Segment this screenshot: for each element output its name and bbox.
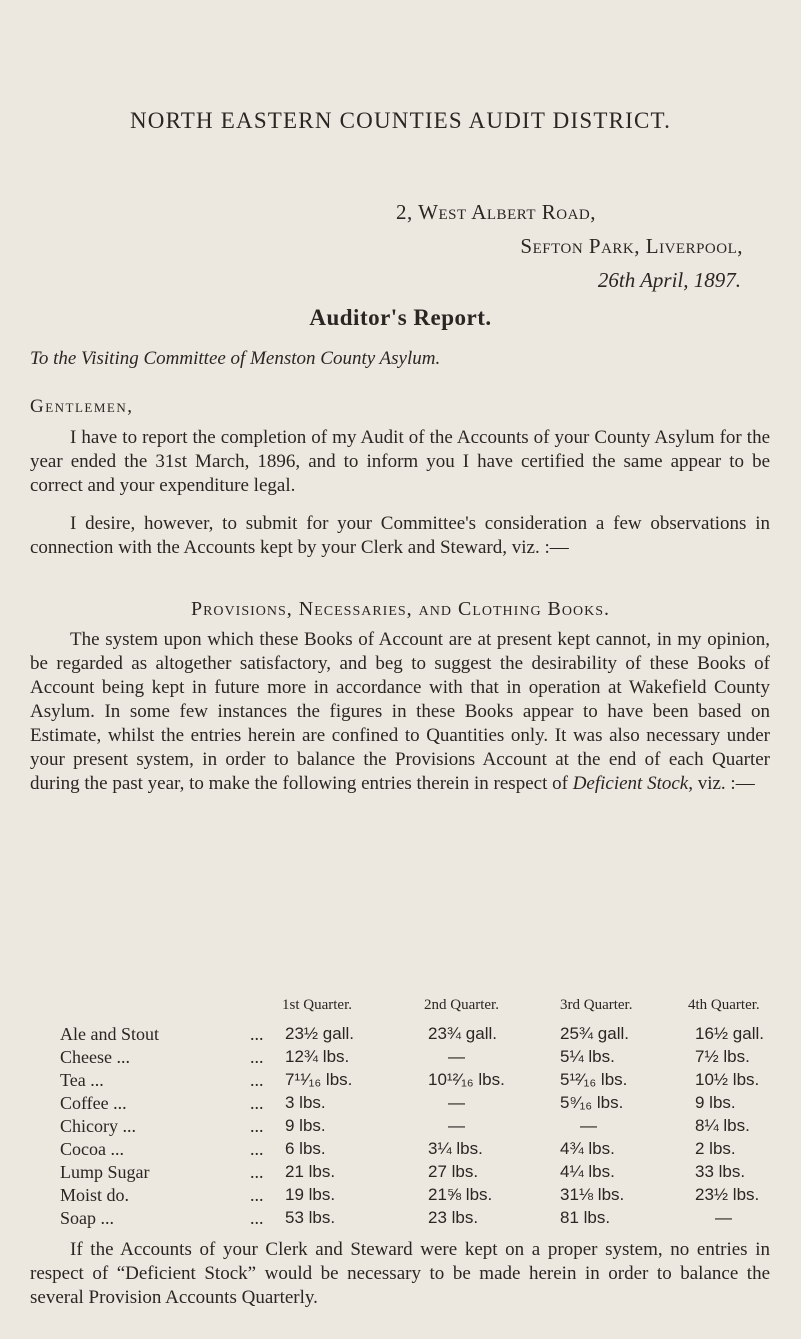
cell-q3: 4¼ lbs.	[560, 1162, 615, 1181]
cell-q4: 2 lbs.	[695, 1139, 736, 1158]
column-header: 4th Quarter.	[688, 997, 760, 1013]
cell-q2: 3¼ lbs.	[428, 1139, 483, 1158]
table-row	[0, 1162, 801, 1186]
cell-q2: —	[448, 1093, 465, 1112]
table-row	[0, 1093, 801, 1117]
cell-q3: 81 lbs.	[560, 1208, 611, 1227]
paragraph-1: I have to report the completion of my Audit of the Accounts of your County Asylum for the year ended the 31st March, 1896, and to inform you I have certified the same appear to be correct and your expenditure legal.	[30, 427, 770, 496]
addressee: To the Visiting Committee of Menston County Asylum.	[30, 348, 441, 369]
table-row	[0, 1047, 801, 1071]
district-heading: NORTH EASTERN COUNTIES AUDIT DISTRICT.	[129, 108, 672, 133]
paragraph-3-italic: Deficient Stock,	[572, 773, 693, 794]
cell-q4: 8¼ lbs.	[695, 1116, 750, 1135]
cell-q3: 31⅛ lbs.	[560, 1185, 625, 1204]
cell-q3: 5¼ lbs.	[560, 1047, 615, 1066]
cell-q1: 23½ gall.	[285, 1024, 354, 1043]
section-heading: Provisions, Necessaries, and Clothing Books.	[190, 598, 611, 620]
cell-q4: 10½ lbs.	[695, 1070, 760, 1089]
column-header: 1st Quarter.	[282, 997, 352, 1013]
cell-q4: 16½ gall.	[695, 1024, 764, 1043]
leader-dots: ...	[250, 1047, 264, 1067]
cell-q1: 53 lbs.	[285, 1208, 336, 1227]
table-row	[0, 1070, 801, 1094]
cell-q1: 7¹¹⁄₁₆ lbs.	[285, 1070, 353, 1089]
cell-q1: 3 lbs.	[285, 1093, 326, 1112]
paragraph-3-text: The system upon which these Books of Account are at present kept cannot, in my opinion, be regarded as altogether satisfactory, and beg to suggest the desirability of these Books of Account being kept in future more in accordance with that in operation at Wakefield County Asylum. In some few instances the figures in these Books appear to have been based on Estimate, whilst the entries herein are confined to Quantities only. It was also necessary under your present system, in order to balance the Provisions Account at the end of each Quarter during the past year, to make the following entries therein in respect of	[30, 629, 770, 794]
cell-q3: 5¹²⁄₁₆ lbs.	[560, 1070, 628, 1089]
cell-q1: 9 lbs.	[285, 1116, 326, 1135]
address-line-1: 2, West Albert Road,	[396, 200, 596, 224]
cell-q4: 23½ lbs.	[695, 1185, 760, 1204]
row-label: Tea ...	[60, 1070, 104, 1090]
letter-date: 26th April, 1897.	[597, 268, 741, 292]
table-row	[0, 1185, 801, 1209]
paragraph-3-end: viz. :—	[697, 773, 755, 794]
leader-dots: ...	[250, 1162, 264, 1182]
cell-q4: 33 lbs.	[695, 1162, 746, 1181]
salutation: Gentlemen,	[30, 396, 134, 417]
cell-q4: 9 lbs.	[695, 1093, 736, 1112]
report-title: Auditor's Report.	[309, 305, 492, 330]
table-row	[0, 1024, 801, 1048]
leader-dots: ...	[250, 1070, 264, 1090]
cell-q3: —	[580, 1116, 597, 1135]
paragraph-2: I desire, however, to submit for your Committee's consideration a few observations in connection with the Accounts kept by your Clerk and Steward, viz. :—	[30, 513, 770, 558]
cell-q3: 5⁹⁄₁₆ lbs.	[560, 1093, 624, 1112]
cell-q3: 4¾ lbs.	[560, 1139, 615, 1158]
address-line-2: Sefton Park, Liverpool,	[520, 234, 743, 258]
cell-q2: 27 lbs.	[428, 1162, 479, 1181]
table-row	[0, 1139, 801, 1163]
column-header: 3rd Quarter.	[560, 997, 633, 1013]
cell-q2: 21⅝ lbs.	[428, 1185, 493, 1204]
cell-q1: 6 lbs.	[285, 1139, 326, 1158]
table-row	[0, 1116, 801, 1140]
row-label: Ale and Stout	[60, 1024, 159, 1044]
cell-q2: 23 lbs.	[428, 1208, 479, 1227]
paragraph-3	[30, 628, 770, 796]
cell-q2: —	[448, 1047, 465, 1066]
row-label: Lump Sugar	[60, 1162, 150, 1182]
leader-dots: ...	[250, 1024, 264, 1044]
cell-q1: 21 lbs.	[285, 1162, 336, 1181]
row-label: Cocoa ...	[60, 1139, 124, 1159]
leader-dots: ...	[250, 1093, 264, 1113]
cell-q3: 25¾ gall.	[560, 1024, 629, 1043]
table-row	[0, 1208, 801, 1232]
cell-q2: 23¾ gall.	[428, 1024, 497, 1043]
column-header: 2nd Quarter.	[424, 997, 499, 1013]
leader-dots: ...	[250, 1208, 264, 1228]
cell-q2: 10¹²⁄₁₆ lbs.	[428, 1070, 505, 1089]
leader-dots: ...	[250, 1139, 264, 1159]
paragraph-4: If the Accounts of your Clerk and Steward were kept on a proper system, no entries in respect of “Deficient Stock” would be necessary to be made herein in order to balance the several Provision Accounts Quarterly.	[30, 1239, 770, 1308]
cell-q2: —	[448, 1116, 465, 1135]
cell-q4: —	[715, 1208, 732, 1227]
row-label: Coffee ...	[60, 1093, 127, 1113]
cell-q1: 19 lbs.	[285, 1185, 336, 1204]
row-label: Chicory ...	[60, 1116, 136, 1136]
row-label: Cheese ...	[60, 1047, 130, 1067]
row-label: Moist do.	[60, 1185, 130, 1205]
cell-q4: 7½ lbs.	[695, 1047, 750, 1066]
cell-q1: 12¾ lbs.	[285, 1047, 350, 1066]
row-label: Soap ...	[60, 1208, 114, 1228]
leader-dots: ...	[250, 1116, 264, 1136]
leader-dots: ...	[250, 1185, 264, 1205]
